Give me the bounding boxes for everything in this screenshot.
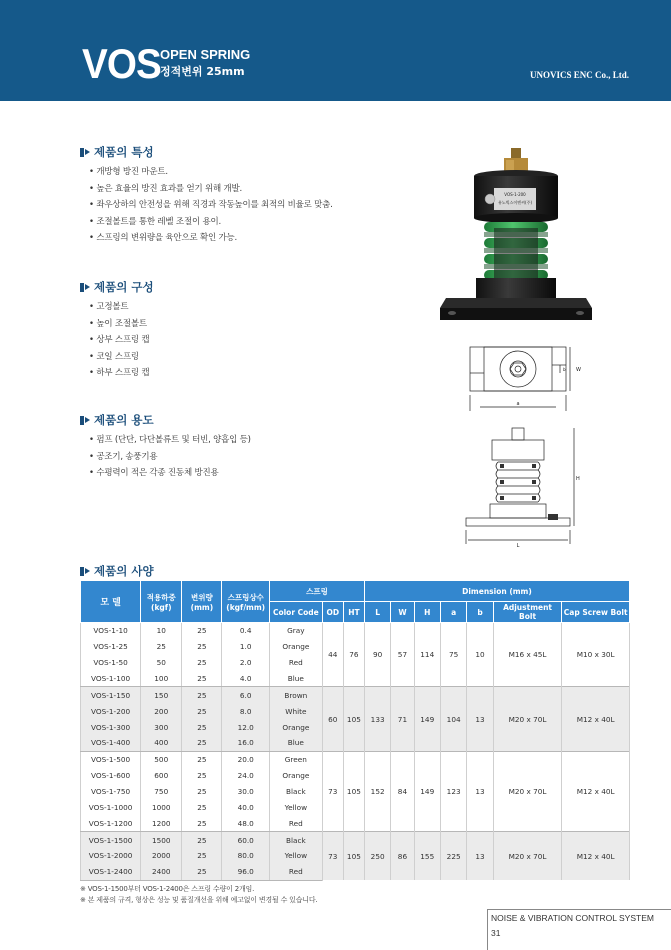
list-item: • 조절볼트를 통한 레벨 조절이 용이. [89, 214, 333, 231]
cell-load: 500 [141, 751, 182, 767]
dim-w-label: W [576, 367, 581, 373]
cell-model: VOS-1-50 [81, 655, 141, 671]
cell-model: VOS-1-500 [81, 751, 141, 767]
cell-load: 2000 [141, 848, 182, 864]
cell-load: 100 [141, 671, 182, 687]
col-b: b [467, 602, 493, 623]
list-item: • 수평력이 적은 각종 진동체 방진용 [89, 465, 251, 482]
list-item: • 높은 효율의 방진 효과를 얻기 위해 개발. [89, 181, 333, 198]
footer-title: NOISE & VIBRATION CONTROL SYSTEM [491, 913, 654, 923]
cell-color: Orange [269, 639, 322, 655]
cell-l: 90 [364, 623, 390, 687]
cell-model: VOS-1-750 [81, 783, 141, 799]
cell-k: 0.4 [222, 623, 270, 639]
company-name: UNOVICS ENC Co., Ltd. [529, 70, 629, 80]
list-item: • 스프링의 변위량을 육안으로 확인 가능. [89, 230, 333, 247]
note-line: ※ VOS-1-1500부터 VOS-1-2400은 스프링 수량이 2개임. [80, 885, 255, 893]
cell-load: 400 [141, 735, 182, 751]
cell-a: 123 [440, 751, 466, 831]
cell-b: 10 [467, 623, 493, 687]
cell-k: 48.0 [222, 816, 270, 832]
section-arrow-icon [80, 282, 91, 293]
col-dimension: Dimension (mm) [364, 581, 629, 602]
cell-h: 114 [414, 623, 440, 687]
cell-ht: 105 [343, 687, 364, 751]
cell-load: 10 [141, 623, 182, 639]
page-number: 31 [491, 928, 501, 938]
usage-section [80, 412, 251, 482]
usage-title: 제품의 용도 [80, 412, 251, 428]
cell-k: 60.0 [222, 832, 270, 848]
section-arrow-icon [80, 566, 91, 577]
cell-k: 16.0 [222, 735, 270, 751]
cell-k: 20.0 [222, 751, 270, 767]
section-arrow-icon [80, 147, 91, 158]
cell-a: 75 [440, 623, 466, 687]
cell-defl: 25 [182, 832, 222, 848]
cell-b: 13 [467, 832, 493, 880]
note-line: ※ 본 제품의 규격, 형상은 성능 및 품질개선을 위해 예고없이 변경될 수 있습니다. [80, 896, 318, 904]
list-item: • 좌우상하의 안전성을 위해 직경과 작동높이를 최적의 비율로 맞춤. [89, 197, 333, 214]
cell-k: 4.0 [222, 671, 270, 687]
col-color-code: Color Code [269, 602, 322, 623]
cell-defl: 25 [182, 671, 222, 687]
cell-k: 80.0 [222, 848, 270, 864]
footer-divider [487, 909, 488, 950]
cell-od: 73 [322, 832, 343, 880]
list-item: • 코일 스프링 [89, 349, 154, 366]
cell-k: 96.0 [222, 864, 270, 880]
table-row [81, 687, 630, 703]
cell-model: VOS-1-10 [81, 623, 141, 639]
cell-model: VOS-1-200 [81, 703, 141, 719]
col-adj-bolt: Adjustment Bolt [493, 602, 562, 623]
cell-l: 152 [364, 751, 390, 831]
dim-a-label: a [516, 401, 520, 407]
cell-w: 71 [391, 687, 414, 751]
footer-divider [487, 909, 671, 910]
cell-b: 13 [467, 751, 493, 831]
cell-k: 2.0 [222, 655, 270, 671]
page-header [0, 0, 671, 101]
side-view-drawing [462, 426, 582, 548]
cell-defl: 25 [182, 639, 222, 655]
cell-load: 25 [141, 639, 182, 655]
col-h: H [414, 602, 440, 623]
cell-a: 104 [440, 687, 466, 751]
top-view-drawing [462, 343, 582, 415]
cell-w: 86 [391, 832, 414, 880]
cell-model: VOS-1-300 [81, 719, 141, 735]
cell-model: VOS-1-100 [81, 671, 141, 687]
col-od: OD [322, 602, 343, 623]
cell-w: 57 [391, 623, 414, 687]
cell-ht: 105 [343, 832, 364, 880]
subtitle-kr: 정적변위 25mm [160, 65, 245, 78]
cell-color: Brown [269, 687, 322, 703]
col-load: 적용하중 (kgf) [141, 581, 182, 623]
cell-load: 750 [141, 783, 182, 799]
cell-color: White [269, 703, 322, 719]
cell-adj-bolt: M20 x 70L [493, 751, 562, 831]
col-a: a [440, 602, 466, 623]
cell-model: VOS-1-25 [81, 639, 141, 655]
spec-table [80, 580, 630, 881]
col-deflection: 변위량 (mm) [182, 581, 222, 623]
cell-load: 150 [141, 687, 182, 703]
cell-k: 6.0 [222, 687, 270, 703]
col-ht: HT [343, 602, 364, 623]
cell-model: VOS-1-2400 [81, 864, 141, 880]
cell-defl: 25 [182, 687, 222, 703]
list-item: • 하부 스프링 캡 [89, 365, 154, 382]
cell-h: 149 [414, 751, 440, 831]
cell-color: Blue [269, 735, 322, 751]
cell-od: 60 [322, 687, 343, 751]
cell-color: Red [269, 655, 322, 671]
label-model: VOS-1-200 [504, 192, 526, 197]
cell-cap-bolt: M12 x 40L [562, 751, 630, 831]
cell-defl: 25 [182, 848, 222, 864]
spec-title: 제품의 사양 [80, 563, 154, 579]
cell-color: Yellow [269, 800, 322, 816]
cell-b: 13 [467, 687, 493, 751]
dim-l-label: L [516, 543, 520, 548]
usage-list [89, 432, 251, 482]
cell-defl: 25 [182, 655, 222, 671]
cell-h: 149 [414, 687, 440, 751]
cell-defl: 25 [182, 751, 222, 767]
cell-defl: 25 [182, 719, 222, 735]
cell-load: 1000 [141, 800, 182, 816]
cell-load: 2400 [141, 864, 182, 880]
cell-k: 30.0 [222, 783, 270, 799]
col-spring-const: 스프링상수 (kgf/mm) [222, 581, 270, 623]
cell-load: 50 [141, 655, 182, 671]
cell-h: 155 [414, 832, 440, 880]
col-spring: 스프링 [269, 581, 364, 602]
cell-a: 225 [440, 832, 466, 880]
list-item: • 높이 조절볼트 [89, 316, 154, 333]
cell-model: VOS-1-2000 [81, 848, 141, 864]
cell-color: Green [269, 751, 322, 767]
cell-model: VOS-1-1200 [81, 816, 141, 832]
cell-adj-bolt: M20 x 70L [493, 687, 562, 751]
cell-l: 250 [364, 832, 390, 880]
cell-adj-bolt: M20 x 70L [493, 832, 562, 880]
cell-k: 8.0 [222, 703, 270, 719]
list-item: • 펌프 (단단, 다단볼류트 및 터빈, 양흡입 등) [89, 432, 251, 449]
cell-adj-bolt: M16 x 45L [493, 623, 562, 687]
dim-h-label: H [576, 476, 580, 482]
composition-title: 제품의 구성 [80, 279, 154, 295]
spec-table-body [81, 623, 630, 881]
product-photo [436, 148, 596, 326]
cell-model: VOS-1-600 [81, 767, 141, 783]
cell-cap-bolt: M12 x 40L [562, 832, 630, 880]
cell-color: Orange [269, 719, 322, 735]
cell-color: Red [269, 816, 322, 832]
list-item: • 상부 스프링 캡 [89, 332, 154, 349]
cell-defl: 25 [182, 703, 222, 719]
cell-ht: 76 [343, 623, 364, 687]
col-cap-bolt: Cap Screw Bolt [562, 602, 630, 623]
cell-k: 24.0 [222, 767, 270, 783]
cell-k: 1.0 [222, 639, 270, 655]
cell-color: Blue [269, 671, 322, 687]
col-model: 모 델 [81, 581, 141, 623]
cell-cap-bolt: M10 x 30L [562, 623, 630, 687]
cell-load: 300 [141, 719, 182, 735]
list-item: • 개방형 방진 마운트. [89, 164, 333, 181]
dim-b-label: b [563, 367, 566, 372]
cell-defl: 25 [182, 767, 222, 783]
col-w: W [391, 602, 414, 623]
cell-cap-bolt: M12 x 40L [562, 687, 630, 751]
cell-load: 600 [141, 767, 182, 783]
cell-defl: 25 [182, 735, 222, 751]
cell-defl: 25 [182, 623, 222, 639]
cell-model: VOS-1-400 [81, 735, 141, 751]
cell-defl: 25 [182, 864, 222, 880]
model-title: VOS [82, 40, 161, 87]
table-row [81, 751, 630, 767]
cell-k: 12.0 [222, 719, 270, 735]
table-row [81, 832, 630, 848]
label-maker: 유노빅스이엔씨(주) [497, 200, 533, 205]
cell-model: VOS-1-1000 [81, 800, 141, 816]
cell-l: 133 [364, 687, 390, 751]
cell-defl: 25 [182, 800, 222, 816]
subtitle-en: OPEN SPRING [160, 47, 251, 62]
cell-od: 44 [322, 623, 343, 687]
cell-model: VOS-1-1500 [81, 832, 141, 848]
cell-defl: 25 [182, 816, 222, 832]
cell-defl: 25 [182, 783, 222, 799]
notes [80, 884, 317, 906]
list-item: • 고정볼트 [89, 299, 154, 316]
features-title: 제품의 특성 [80, 144, 333, 160]
cell-load: 200 [141, 703, 182, 719]
spec-section [80, 563, 154, 579]
cell-od: 73 [322, 751, 343, 831]
cell-load: 1200 [141, 816, 182, 832]
cell-model: VOS-1-150 [81, 687, 141, 703]
features-list [89, 164, 333, 247]
cell-color: Black [269, 832, 322, 848]
list-item: • 공조기, 송풍기용 [89, 449, 251, 466]
table-row [81, 623, 630, 639]
cell-color: Yellow [269, 848, 322, 864]
section-arrow-icon [80, 415, 91, 426]
features-section [80, 144, 333, 247]
cell-load: 1500 [141, 832, 182, 848]
col-l: L [364, 602, 390, 623]
cell-k: 40.0 [222, 800, 270, 816]
composition-list [89, 299, 154, 382]
composition-section [80, 279, 154, 382]
cell-color: Orange [269, 767, 322, 783]
cell-color: Red [269, 864, 322, 880]
cell-color: Gray [269, 623, 322, 639]
cell-w: 84 [391, 751, 414, 831]
cell-ht: 105 [343, 751, 364, 831]
cell-color: Black [269, 783, 322, 799]
